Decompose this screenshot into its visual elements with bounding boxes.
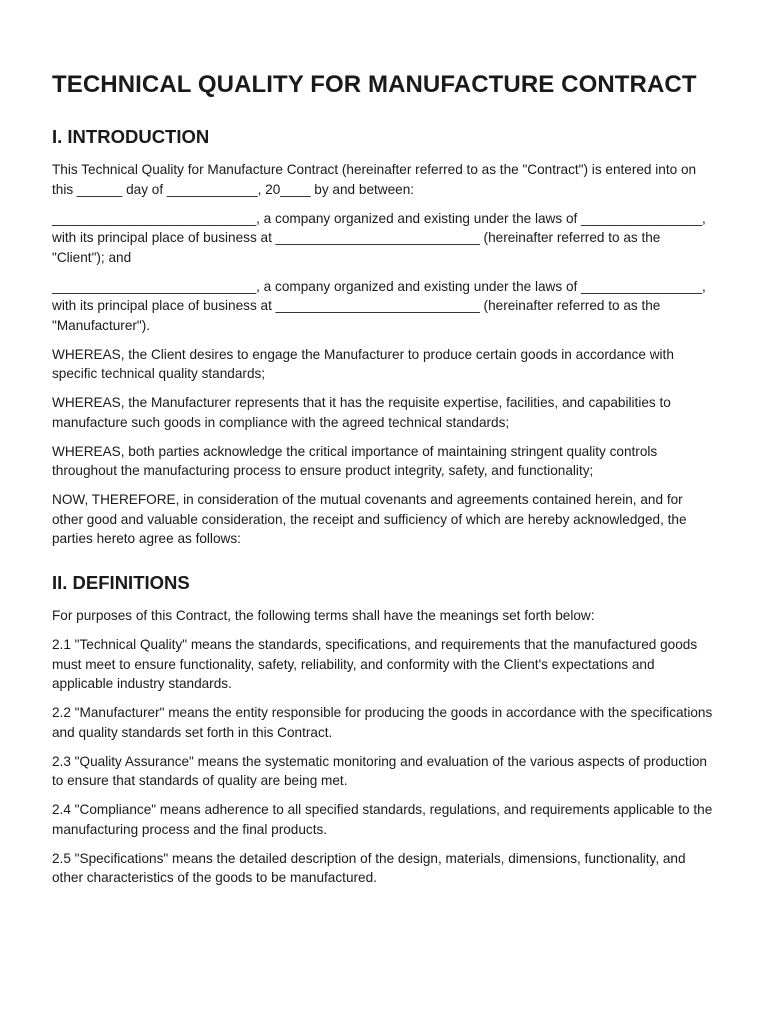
paragraph: NOW, THEREFORE, in consideration of the mutual covenants and agreements contained herein, and for other good and valuable consideration, the receipt and sufficiency of which are hereby acknowledged, the parties hereto agree as follows:: [52, 492, 687, 546]
paragraph: WHEREAS, both parties acknowledge the critical importance of maintaining stringent quality controls throughout the manufacturing process to ensure product integrity, safety, and functionality;: [52, 443, 658, 478]
section-heading: I. INTRODUCTION: [52, 126, 210, 147]
paragraph: For purposes of this Contract, the following terms shall have the meanings set forth below:: [52, 608, 595, 623]
paragraph: WHEREAS, the Manufacturer represents that it has the requisite expertise, facilities, and capabilities to manufacture such goods in compliance with the agreed technical standards;: [52, 395, 671, 430]
section-introduction: [52, 125, 714, 549]
paragraph: 2.3 "Quality Assurance" means the systematic monitoring and evaluation of the various aspects of production to ensure that standards of quality are being met.: [52, 753, 707, 788]
paragraph: 2.2 "Manufacturer" means the entity responsible for producing the goods in accordance with the specifications and quality standards set forth in this Contract.: [52, 705, 713, 740]
paragraph: ___________________________, a company organized and existing under the laws of ________________, with its principal place of business at ___________________________ (hereinafter referred to as the "Client"); and: [52, 210, 706, 265]
section-definitions: [52, 571, 714, 888]
section-spacer: [52, 558, 714, 571]
document-page: [52, 68, 714, 897]
paragraph: ___________________________, a company organized and existing under the laws of ________________, with its principal place of business at ___________________________ (hereinafter referred to as the "Manufacturer").: [52, 278, 706, 333]
document-title: TECHNICAL QUALITY FOR MANUFACTURE CONTRACT: [52, 71, 697, 98]
paragraph: 2.5 "Specifications" means the detailed description of the design, materials, dimensions, functionality, and other characteristics of the goods to be manufactured.: [52, 850, 686, 885]
paragraph: WHEREAS, the Client desires to engage the Manufacturer to produce certain goods in accordance with specific technical quality standards;: [52, 346, 674, 381]
paragraph: 2.4 "Compliance" means adherence to all specified standards, regulations, and requirements applicable to the manufacturing process and the final products.: [52, 802, 713, 837]
paragraph: 2.1 "Technical Quality" means the standards, specifications, and requirements that the manufactured goods must meet to ensure functionality, safety, reliability, and conformity with the Client's expectations and applicable industry standards.: [52, 637, 698, 691]
section-heading: II. DEFINITIONS: [52, 572, 190, 593]
paragraph: This Technical Quality for Manufacture Contract (hereinafter referred to as the "Contract") is entered into on this ______ day of ____________, 20____ by and between:: [52, 162, 697, 197]
